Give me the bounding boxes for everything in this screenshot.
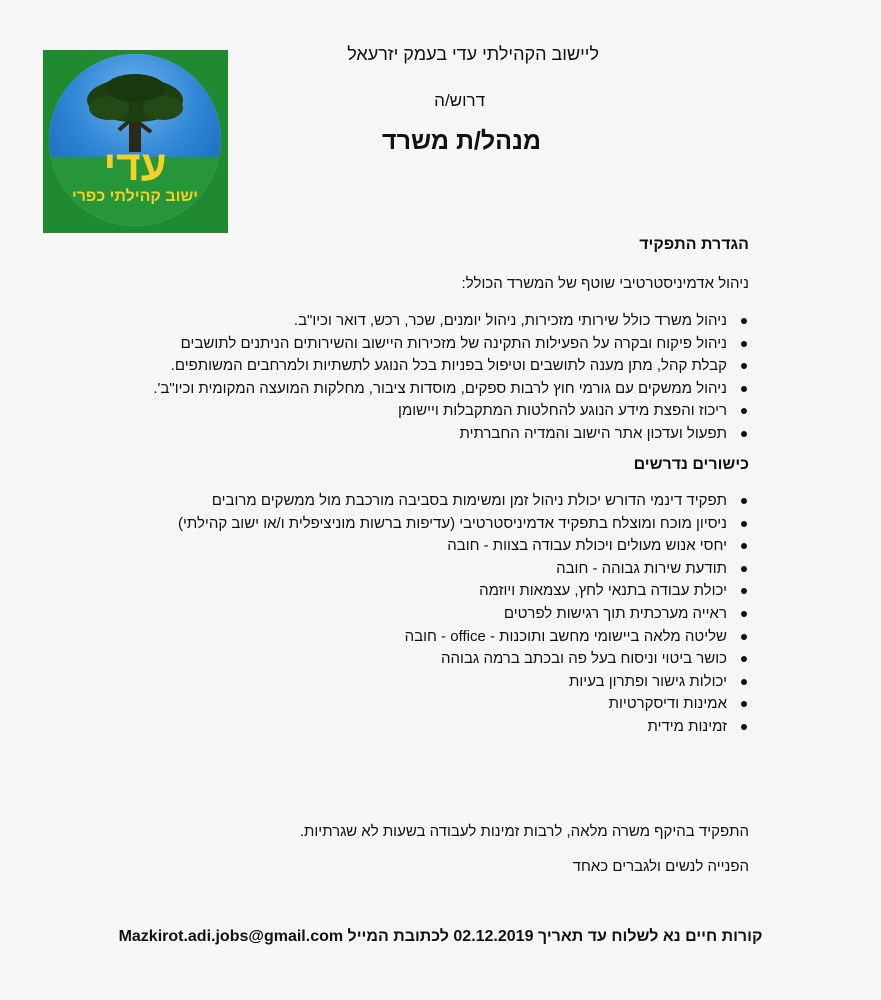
role-section bbox=[49, 236, 749, 254]
requirements-list bbox=[49, 490, 749, 739]
requirements-section bbox=[49, 456, 749, 474]
tree-icon bbox=[79, 72, 191, 152]
header-settlement: ליישוב הקהילתי עדי בעמק יזרעאל bbox=[347, 44, 599, 64]
list-item: ריכוז והפצת מידע הנוגע להחלטות המתקבלות ויישומן bbox=[49, 400, 749, 423]
list-item: יכולת עבודה בתנאי לחץ, עצמאות ויוזמה bbox=[49, 580, 749, 603]
header-wanted: דרוש/ה bbox=[434, 91, 485, 110]
list-item: קבלת קהל, מתן מענה לתושבים וטיפול בפניות בכל הנוגע לתשתיות ולמרחבים המשותפים. bbox=[49, 355, 749, 378]
footer-text: קורות חיים נא לשלוח עד תאריך 02.12.2019 לכתובת המייל bbox=[347, 928, 763, 945]
requirements-heading: כישורים נדרשים bbox=[633, 456, 749, 473]
list-item: כושר ביטוי וניסוח בעל פה ובכתב ברמה גבוהה bbox=[49, 648, 749, 671]
job-title: מנהל/ת משרד bbox=[382, 127, 541, 155]
list-item: ניסיון מוכח ומוצלח בתפקיד אדמיניסטרטיבי (עדיפות ברשות מוניציפלית ו/או ישוב קהילתי) bbox=[49, 513, 749, 536]
list-item: תפקיד דינמי הדורש יכולת ניהול זמן ומשימות בסביבה מורכבת מול ממשקים מרובים bbox=[49, 490, 749, 513]
contact-email[interactable]: Mazkirot.adi.jobs@gmail.com bbox=[118, 928, 344, 945]
list-item: תודעת שירות גבוהה - חובה bbox=[49, 558, 749, 581]
list-item: ניהול פיקוח ובקרה על הפעילות התקינה של מזכירות היישוב והשירותים הניתנים לתושבים bbox=[49, 333, 749, 356]
logo-circle bbox=[49, 54, 221, 226]
role-heading: הגדרת התפקיד bbox=[639, 236, 749, 253]
list-item: ראייה מערכתית תוך רגישות לפרטים bbox=[49, 603, 749, 626]
list-item: יחסי אנוש מעולים ויכולת עבודה בצוות - חובה bbox=[49, 535, 749, 558]
equal-opportunity-note: הפנייה לנשים ולגברים כאחד bbox=[572, 858, 749, 875]
list-item: יכולות גישור ופתרון בעיות bbox=[49, 671, 749, 694]
settlement-logo bbox=[43, 50, 228, 233]
scope-note: התפקיד בהיקף משרה מלאה, לרבות זמינות לעבודה בשעות לא שגרתיות. bbox=[299, 823, 749, 840]
list-item: אמינות ודיסקרטיות bbox=[49, 693, 749, 716]
role-list bbox=[49, 310, 749, 446]
logo-name: עדי bbox=[103, 142, 167, 189]
list-item: ניהול משרד כולל שירותי מזכירות, ניהול יומנים, שכר, רכש, דואר וכיו"ב. bbox=[49, 310, 749, 333]
list-item: ניהול ממשקים עם גורמי חוץ לרבות ספקים, מוסדות ציבור, מחלקות המועצה המקומית וכיו"ב'. bbox=[49, 378, 749, 401]
role-intro: ניהול אדמיניסטרטיבי שוטף של המשרד הכולל: bbox=[461, 275, 749, 292]
list-item: תפעול ועדכון אתר הישוב והמדיה החברתית bbox=[49, 423, 749, 446]
logo-subtitle: ישוב קהילתי כפרי bbox=[71, 188, 199, 205]
list-item: שליטה מלאה ביישומי מחשב ותוכנות - office - חובה bbox=[49, 626, 749, 649]
list-item: זמינות מידית bbox=[49, 716, 749, 739]
application-instructions bbox=[0, 928, 881, 946]
